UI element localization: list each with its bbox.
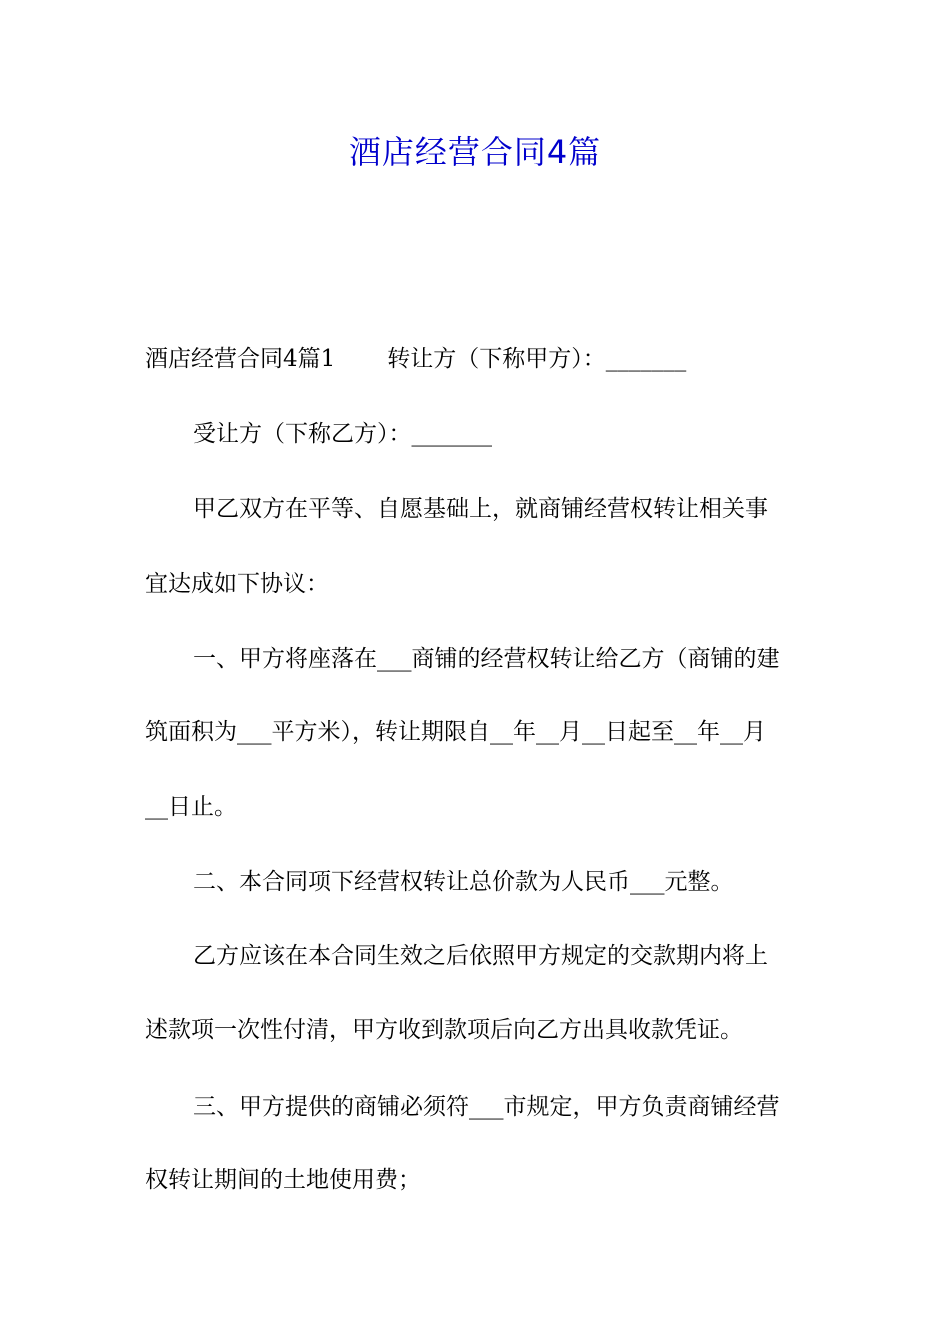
heading-line: [145, 343, 815, 375]
paragraph-line: 二、本合同项下经营权转让总价款为人民币___元整。: [193, 869, 734, 895]
paragraph-line: 甲乙双方在平等、自愿基础上，就商铺经营权转让相关事: [193, 496, 768, 522]
document-title: 酒店经营合同4篇: [348, 133, 602, 171]
paragraph-line: 乙方应该在本合同生效之后依照甲方规定的交款期内将上: [193, 943, 768, 969]
paragraph-line: 权转让期间的土地使用费；: [145, 1167, 421, 1193]
paragraph-line: 一、甲方将座落在___商铺的经营权转让给乙方（商铺的建: [193, 646, 780, 672]
section-heading: 酒店经营合同4篇1: [145, 346, 336, 372]
transferor-field: 转让方（下称甲方）：_______: [387, 346, 687, 372]
paragraph-line: 筑面积为___平方米），转让期限自__年__月__日起至__年__月: [145, 719, 766, 745]
paragraph-line: 宜达成如下协议：: [145, 571, 329, 597]
paragraph-line: __日止。: [145, 794, 237, 820]
transferee-field: 受让方（下称乙方）：_______: [193, 421, 492, 447]
paragraph-line: 三、甲方提供的商铺必须符___市规定，甲方负责商铺经营: [193, 1094, 780, 1120]
paragraph-line: 述款项一次性付清，甲方收到款项后向乙方出具收款凭证。: [145, 1017, 743, 1043]
